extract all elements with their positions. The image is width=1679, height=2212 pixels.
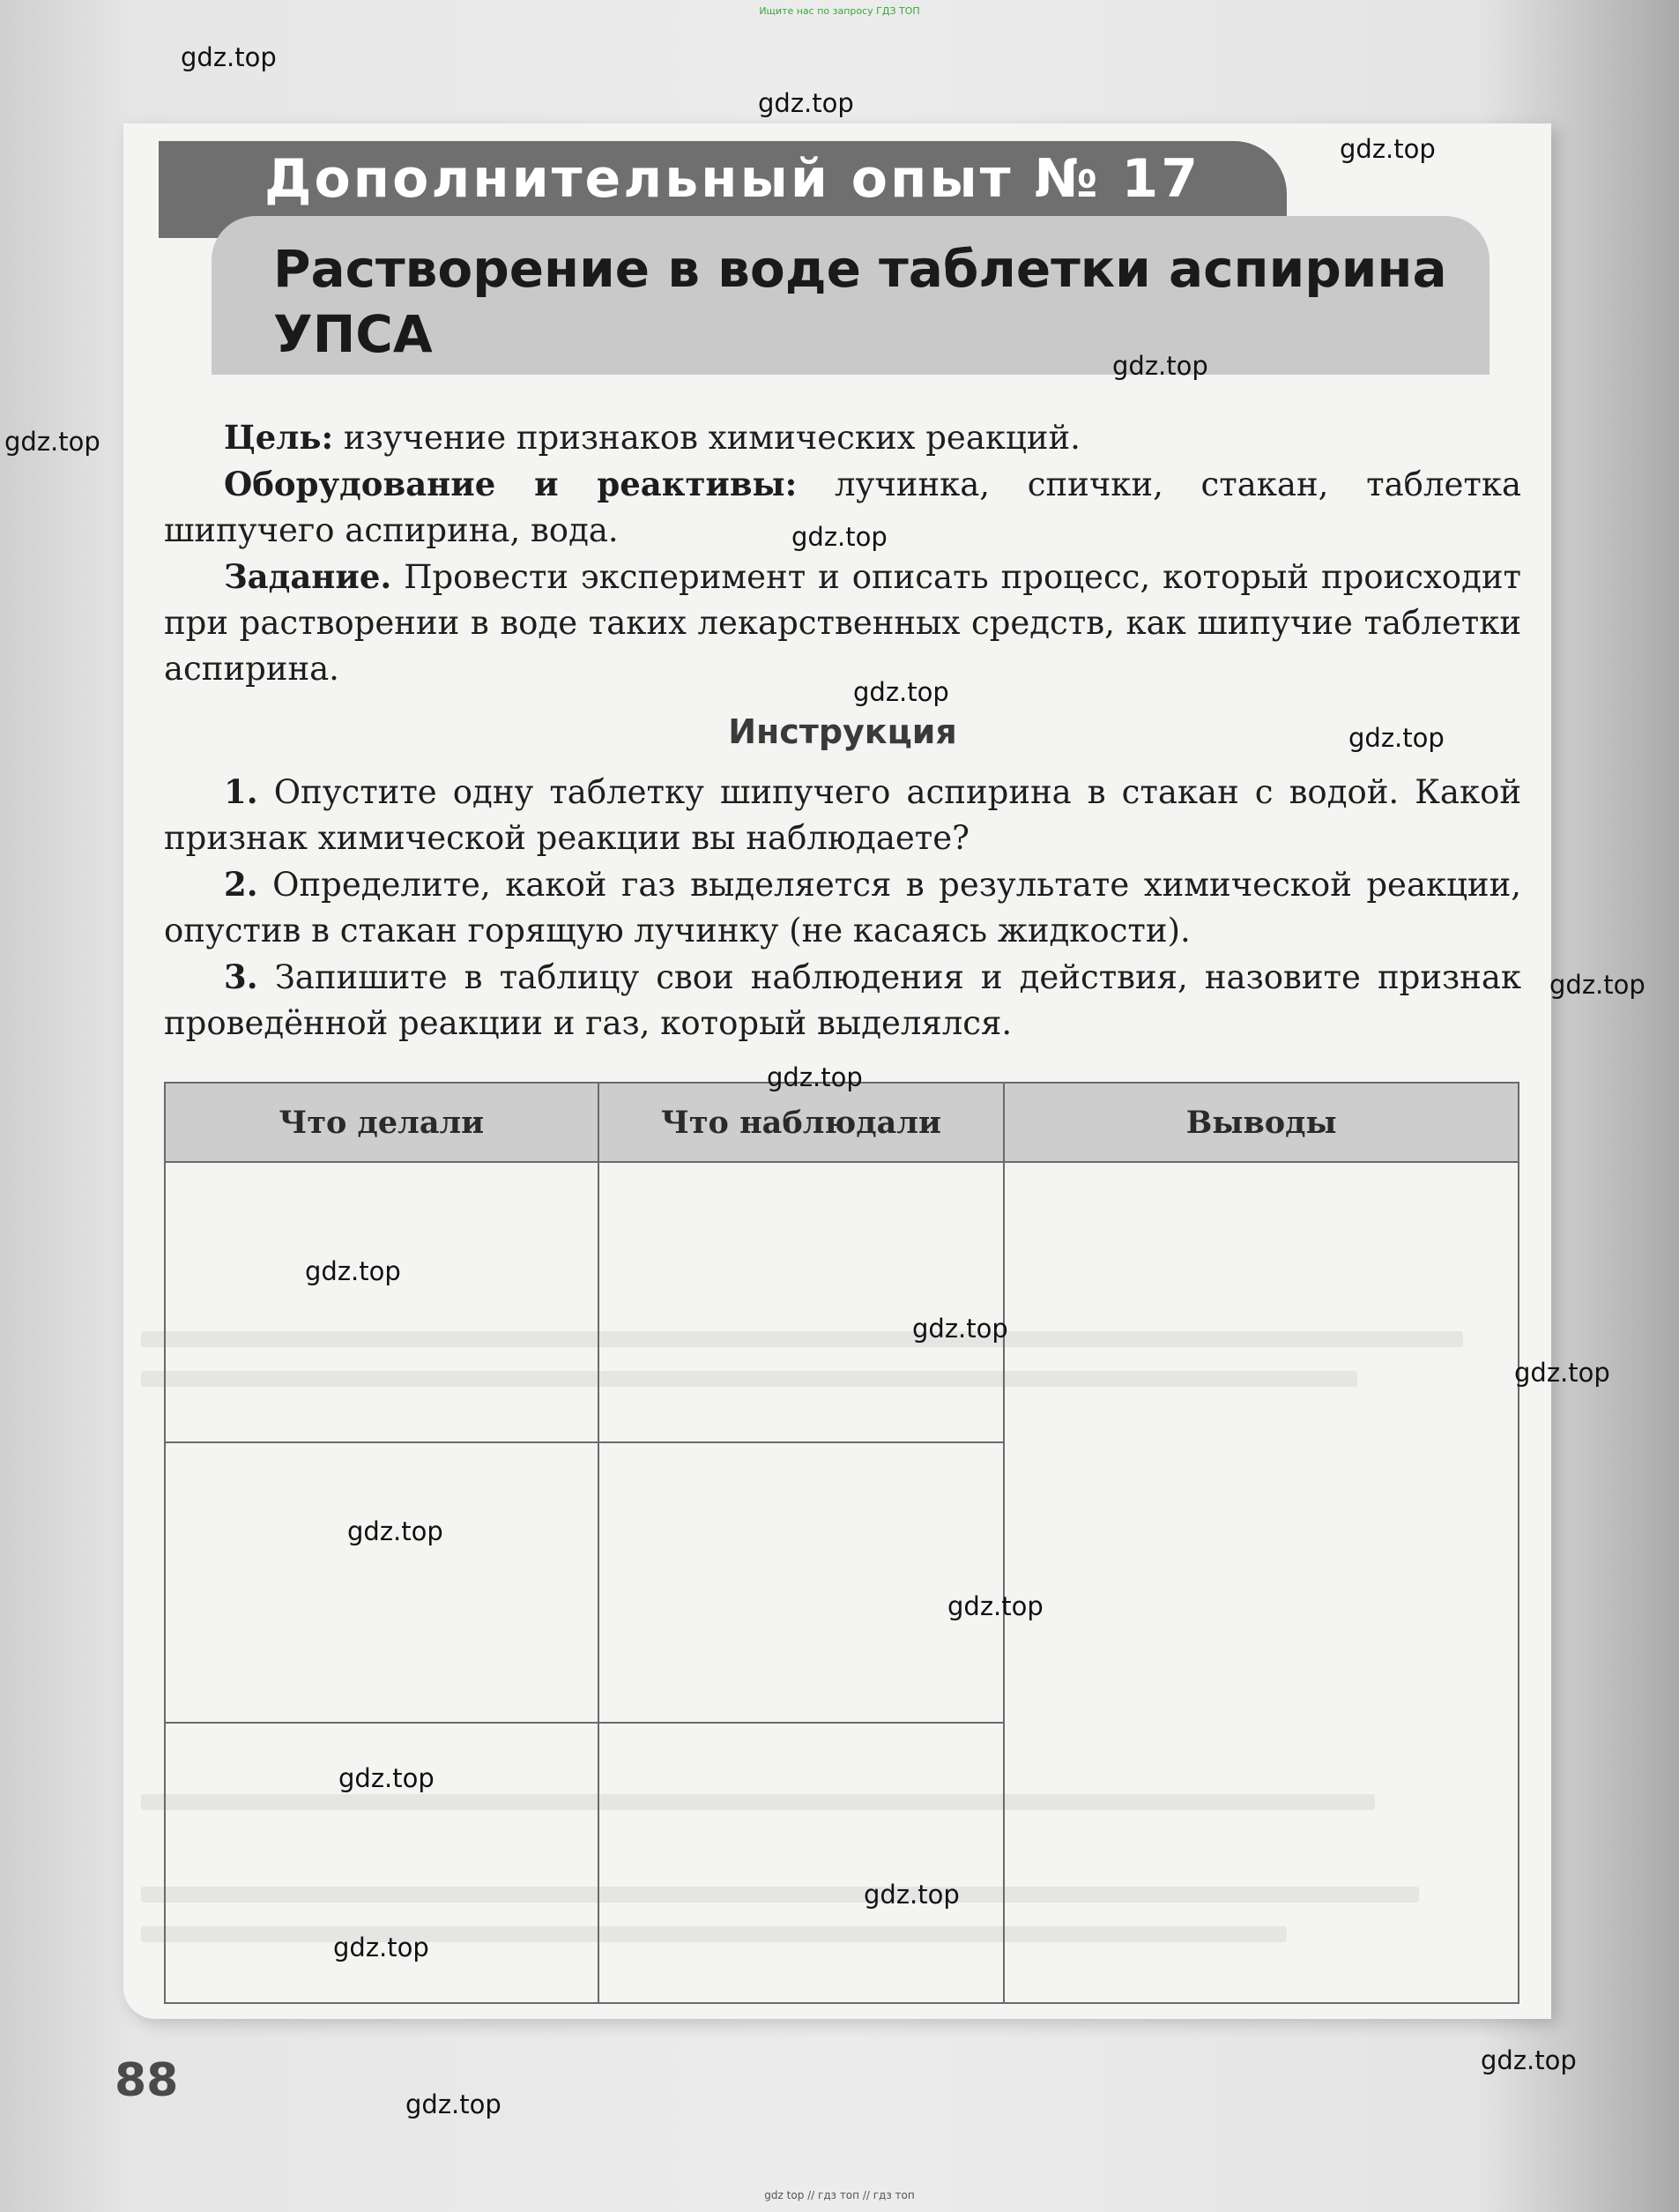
watermark: gdz.top bbox=[864, 1880, 960, 1910]
task-paragraph bbox=[164, 554, 1521, 692]
watermark: gdz.top bbox=[1340, 134, 1436, 164]
step-number: 2. bbox=[224, 865, 258, 904]
watermark: gdz.top bbox=[912, 1314, 1008, 1344]
watermark: gdz.top bbox=[405, 2089, 501, 2119]
experiment-title: Дополнительный опыт № 17 bbox=[264, 148, 1200, 210]
watermark: gdz.top bbox=[1348, 723, 1445, 753]
instruction-step bbox=[164, 861, 1521, 954]
watermark: gdz.top bbox=[338, 1763, 435, 1793]
table-header-row bbox=[165, 1083, 1519, 1162]
watermark: gdz.top bbox=[758, 88, 854, 118]
watermark: gdz.top bbox=[791, 522, 888, 552]
watermark: gdz.top bbox=[853, 677, 949, 707]
step-number: 1. bbox=[224, 772, 258, 811]
watermark: gdz.top bbox=[305, 1256, 401, 1286]
instruction-step bbox=[164, 769, 1521, 861]
instruction-step bbox=[164, 954, 1521, 1046]
page-number: 88 bbox=[115, 2054, 179, 2107]
answer-cell[interactable] bbox=[165, 1162, 598, 1442]
watermark: gdz.top bbox=[333, 1933, 429, 1962]
step-number: 3. bbox=[224, 957, 258, 996]
experiment-subtitle: Растворение в воде таблетки аспирина УПСА bbox=[273, 239, 1447, 364]
answer-cell[interactable] bbox=[598, 1442, 1005, 1723]
step-text: Запишите в таблицу свои наблюдения и действия, назовите признак проведённой реакции и газ, который выделялся. bbox=[164, 958, 1522, 1042]
answer-cell[interactable] bbox=[165, 1442, 598, 1723]
watermark: gdz.top bbox=[1481, 2045, 1577, 2075]
conclusions-cell[interactable] bbox=[1004, 1162, 1519, 2003]
task-text: Провести эксперимент и описать процесс, который происходит при растворении в воде таких лекарственных средств, как шипучие таблетки аспирина. bbox=[164, 558, 1521, 688]
goal-label: Цель: bbox=[224, 418, 334, 457]
watermark: gdz.top bbox=[347, 1516, 443, 1546]
goal-text: изучение признаков химических реакций. bbox=[343, 419, 1081, 457]
watermark: gdz.top bbox=[1112, 351, 1208, 381]
header-what-done: Что делали bbox=[165, 1083, 598, 1162]
watermark: gdz.top bbox=[767, 1062, 863, 1092]
table-row bbox=[165, 1162, 1519, 1442]
header-conclusions: Выводы bbox=[1004, 1083, 1519, 1162]
equipment-text: лучинка, спички, стакан, таблетка шипучего аспирина, вода. bbox=[164, 465, 1521, 549]
step-text: Определите, какой газ выделяется в результате химической реакции, опустив в стакан горящую лучинку (не касаясь жидкости). bbox=[164, 866, 1521, 950]
watermark: gdz.top bbox=[181, 42, 277, 72]
watermark: gdz.top bbox=[1514, 1358, 1610, 1388]
task-label: Задание. bbox=[224, 557, 392, 596]
equipment-label: Оборудование и реактивы: bbox=[224, 465, 798, 503]
footer-banner: gdz top // гдз топ // гдз топ bbox=[764, 2189, 915, 2201]
intro-section bbox=[164, 414, 1521, 692]
header-what-observed: Что наблюдали bbox=[598, 1083, 1005, 1162]
instruction-steps bbox=[164, 769, 1521, 1046]
instruction-title: Инструкция bbox=[728, 712, 957, 751]
watermark: gdz.top bbox=[4, 427, 100, 457]
answer-cell[interactable] bbox=[598, 1162, 1005, 1442]
answer-cell[interactable] bbox=[598, 1723, 1005, 2003]
watermark: gdz.top bbox=[1549, 970, 1646, 1000]
site-banner: Ищите нас по запросу ГДЗ ТОП bbox=[759, 5, 920, 17]
step-text: Опустите одну таблетку шипучего аспирина в стакан с водой. Какой признак химической реакции вы наблюдаете? bbox=[164, 773, 1522, 857]
goal-paragraph bbox=[164, 414, 1521, 461]
watermark: gdz.top bbox=[947, 1591, 1044, 1621]
